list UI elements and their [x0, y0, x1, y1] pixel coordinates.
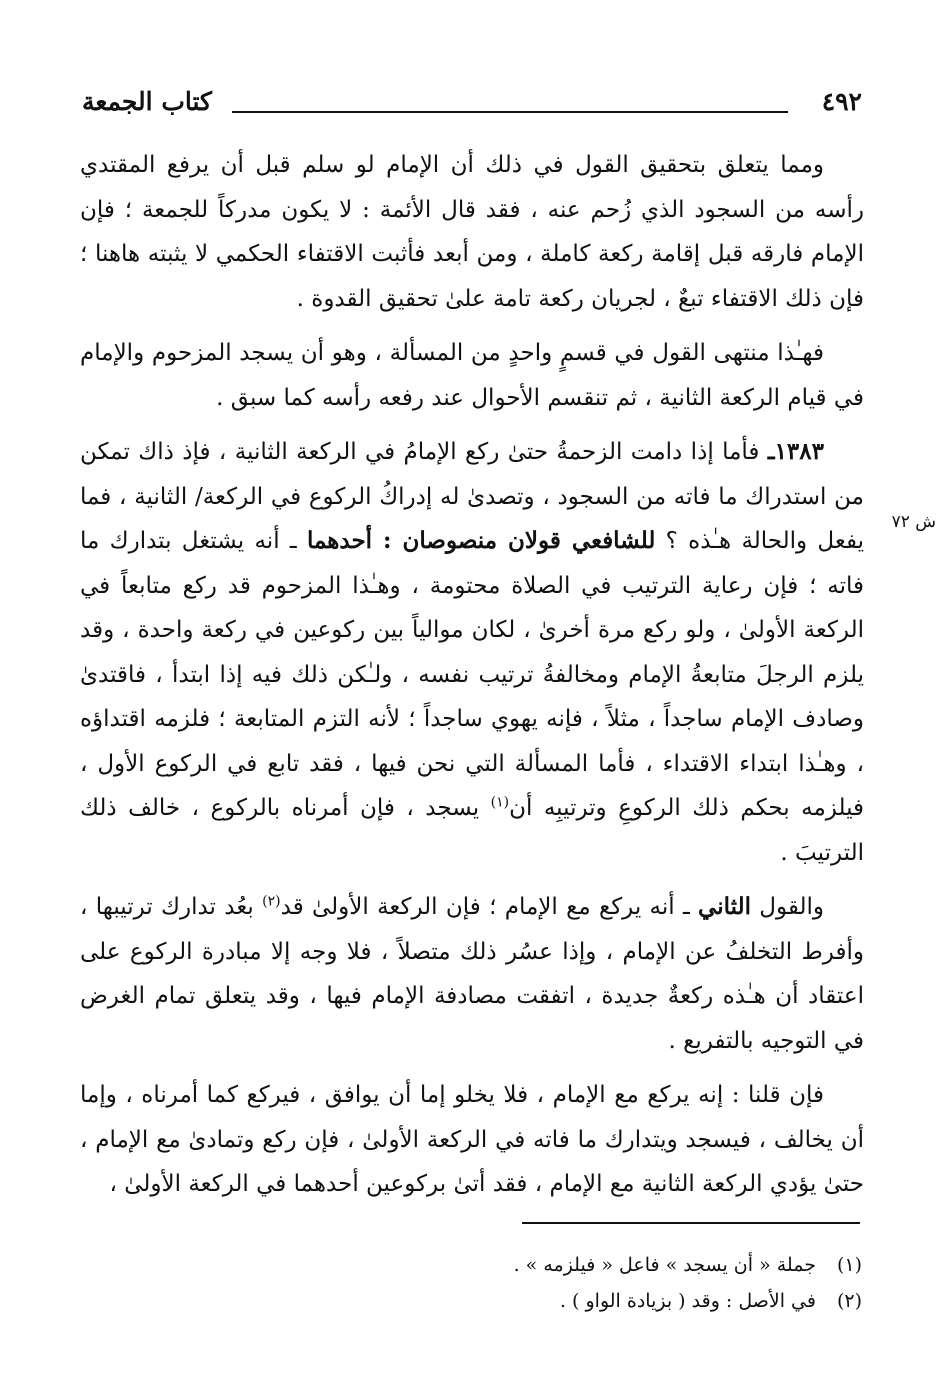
- paragraph-5: فإن قلنا : إنه يركع مع الإمام ، فلا يخلو إما أن يوافق ، فيركع كما أمرناه ، وإما أن يخالف ، فيسجد ويتدارك ما فاته في الركعة الأولىٰ ، فإن ركع وتمادىٰ مع الإمام ، حتىٰ يؤدي الركعة الثانية مع الإمام ، فقد أتىٰ بركوعين أحدهما في الركعة الأولىٰ ،: [80, 1082, 864, 1197]
- footnote-marker-1: (١): [490, 794, 510, 811]
- main-text: [80, 143, 864, 1207]
- paragraph-4-bold-word: الثاني: [698, 893, 751, 920]
- paragraph-3-part-a: فأما إذا دامت الزحمةُ حتىٰ ركع الإمامُ في الركعة الثانية ، فإذ ذاك تمكن من استدراك ما فاته من السجود ، وتصدىٰ له إدراكُ الركوع في الركعة/ الثانية ، فما يفعل والحالة هـٰذه ؟: [80, 439, 864, 554]
- paragraph-number: ١٣٨٣ـ: [767, 438, 824, 465]
- paragraph-1: ومما يتعلق بتحقيق القول في ذلك أن الإمام لو سلم قبل أن يرفع المقتدي رأسه من السجود الذي زُحم عنه ، فقد قال الأئمة : لا يكون مدركاً للجمعة ؛ فإن الإمام فارقه قبل إقامة ركعة كاملة ، ومن أبعد فأثبت الاقتفاء الحكمي لا يثبته هاهنا ؛ فإن ذلك الاقتفاء تبعٌ ، لجريان ركعة تامة علىٰ تحقيق القدوة .: [80, 152, 864, 312]
- paragraph-2: فهـٰذا منتهى القول في قسمٍ واحدٍ من المسألة ، وهو أن يسجد المزحوم والإمام في قيام الركعة الثانية ، ثم تنقسم الأحوال عند رفعه رأسه كما سبق .: [80, 340, 864, 411]
- footnote-text: في الأصل : وقد ( بزيادة الواو ) .: [559, 1290, 816, 1312]
- paragraph-3-bold-phrase: للشافعي قولان منصوصان : أحدهما: [306, 527, 656, 554]
- page-number: ٤٩٢: [821, 87, 862, 116]
- header-rule: [232, 111, 788, 113]
- footnote-2: [102, 1283, 862, 1319]
- paragraph-3-part-c: ـ أنه يشتغل بتدارك ما فاته ؛ فإن رعاية الترتيب في الصلاة محتومة ، وهـٰذا المزحوم قد ركع متابعاً في الركعة الأولىٰ ، ولو ركع مرة أخرىٰ ، لكان موالياً بين ركوعين في ركعة واحدة ، وقد يلزم الرجلَ متابعةُ الإمام ومخالفةُ ترتيب نفسه ، ولـٰكن ذلك فيه إذا ابتدأ ، فاقتدىٰ وصادف الإمام ساجداً ، مثلاً ، فإنه يهوي ساجداً ؛ لأنه التزم المتابعة ؛ فلزمه اقتداؤه ، وهـٰذا ابتداء الاقتداء ، فأما المسألة التي نحن فيها ، فقد تابع في الركوع الأول ، فيلزمه بحكم ذلك الركوعِ وترتيبِه أن: [80, 528, 865, 821]
- footnote-number: (٢): [836, 1290, 862, 1312]
- paragraph-3: [80, 430, 864, 875]
- paragraph-4-part-c: ـ أنه يركع مع الإمام ؛ فإن الركعة الأولىٰ قد: [280, 894, 699, 920]
- footnote-text: جملة « أن يسجد » فاعل « فيلزمه » .: [513, 1254, 816, 1276]
- footnote-divider: [522, 1222, 860, 1224]
- margin-page-reference: ش ٧٢: [891, 512, 936, 532]
- paragraph-3-part-d: يسجد ، فإن أمرناه بالركوع ، خالف ذلك الترتيبَ .: [80, 795, 864, 866]
- page-header: [82, 86, 862, 122]
- paragraph-4: [80, 885, 864, 1063]
- paragraph-4-part-a: والقول: [750, 894, 825, 920]
- footnote-marker-2: (٢): [262, 893, 281, 910]
- footnote-number: (١): [836, 1254, 862, 1276]
- paragraph-4-part-d: بعُد تدارك ترتيبها ، وأفرط التخلفُ عن الإمام ، وإذا عسُر ذلك متصلاً ، فلا وجه إلا مبادرة الركوع على اعتقاد أن هـٰذه ركعةٌ جديدة ، اتفقت مصادفة الإمام فيها ، وقد يتعلق تمام الغرض في التوجيه بالتفريع .: [80, 894, 864, 1054]
- footnotes: [102, 1247, 862, 1319]
- book-title: كتاب الجمعة: [82, 87, 212, 116]
- footnote-1: [102, 1247, 862, 1283]
